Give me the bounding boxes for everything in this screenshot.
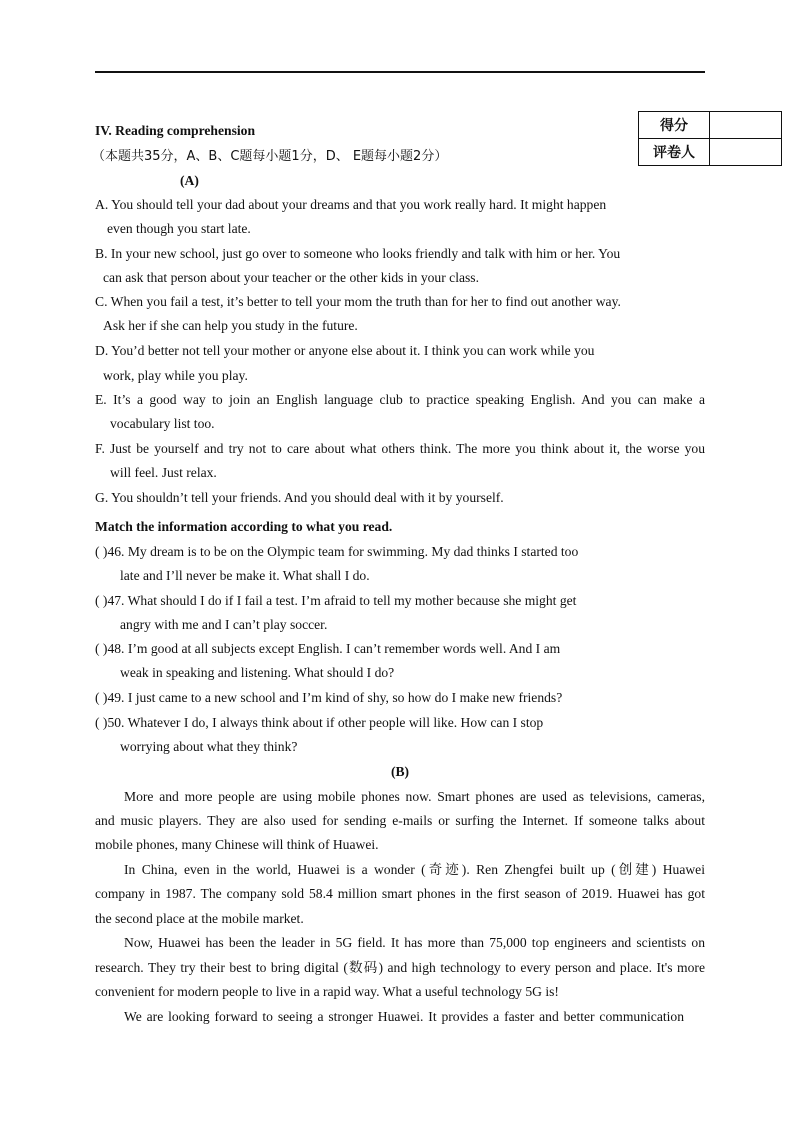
question-48-line1: ( )48. I’m good at all subjects except English. I can’t remember words well. And I am xyxy=(95,641,561,656)
passage-line: More and more people are using mobile phones now. Smart phones are used as televisions, cameras, xyxy=(124,789,705,804)
option-a-line1: A. You should tell your dad about your dreams and that you work really hard. It might happen xyxy=(95,197,607,212)
question-47-line1: ( )47. What should I do if I fail a test. I’m afraid to tell my mother because she might get xyxy=(95,593,577,608)
passage-line: and music players. They are also used for sending e-mails or surfing the Internet. If someone talks about xyxy=(95,813,705,828)
question-48-line2: weak in speaking and listening. What should I do? xyxy=(120,665,395,680)
option-g-line1: G. You shouldn’t tell your friends. And you should deal with it by yourself. xyxy=(95,490,504,505)
passage-line: convenient for modern people to live in a rapid way. What a useful technology 5G is! xyxy=(95,984,559,999)
option-a-line2: even though you start late. xyxy=(107,221,251,236)
score-blank xyxy=(710,112,782,139)
question-46-line1: ( )46. My dream is to be on the Olympic team for swimming. My dad thinks I started too xyxy=(95,544,579,559)
passage-line: In China, even in the world, Huawei is a wonder (奇迹). Ren Zhengfei built up (创建) Huawei xyxy=(124,862,705,877)
score-label: 得分 xyxy=(639,112,710,139)
option-e-line2: vocabulary list too. xyxy=(110,416,215,431)
question-50-line1: ( )50. Whatever I do, I always think about if other people will like. How can I stop xyxy=(95,715,544,730)
match-title: Match the information according to what you read. xyxy=(95,519,393,534)
option-b-line1: B. In your new school, just go over to someone who looks friendly and talk with him or her. You xyxy=(95,246,621,261)
question-50-line2: worrying about what they think? xyxy=(120,739,298,754)
passage-line: mobile phones, many Chinese will think of Huawei. xyxy=(95,837,379,852)
score-box xyxy=(638,111,782,166)
section-instructions: （本题共35分，A、B、C题每小题1分，D、 E题每小题2分） xyxy=(92,149,448,164)
grader-blank xyxy=(710,139,782,166)
option-b-line2: can ask that person about your teacher or the other kids in your class. xyxy=(103,270,479,285)
part-a-heading: (A) xyxy=(180,173,199,188)
option-f-line2: will feel. Just relax. xyxy=(110,465,217,480)
option-c-line1: C. When you fail a test, it’s better to tell your mom the truth than for her to find out another way. xyxy=(95,294,621,309)
part-b-heading: (B) xyxy=(390,764,410,779)
grader-label: 评卷人 xyxy=(639,139,710,166)
section-title: IV. Reading comprehension xyxy=(95,123,256,138)
question-49-line1: ( )49. I just came to a new school and I’m kind of shy, so how do I make new friends? xyxy=(95,690,563,705)
passage-line: Now, Huawei has been the leader in 5G field. It has more than 75,000 top engineers and scientists on xyxy=(124,935,705,950)
header-rule xyxy=(95,71,705,73)
passage-line: the second place at the mobile market. xyxy=(95,911,304,926)
option-e-line1: E. It’s a good way to join an English language club to practice speaking English. And you can make a xyxy=(95,392,705,407)
option-c-line2: Ask her if she can help you study in the future. xyxy=(103,318,358,333)
option-d-line2: work, play while you play. xyxy=(103,368,248,383)
passage-line: company in 1987. The company sold 58.4 million smart phones in the first season of 2019. Huawei has got xyxy=(95,886,705,901)
question-47-line2: angry with me and I can’t play soccer. xyxy=(120,617,328,632)
question-46-line2: late and I’ll never be make it. What shall I do. xyxy=(120,568,370,583)
passage-line: research. They try their best to bring digital (数码) and high technology to every person and place. It's more xyxy=(95,960,705,975)
option-f-line1: F. Just be yourself and try not to care about what others think. The more you think about it, the worse you xyxy=(95,441,705,456)
option-d-line1: D. You’d better not tell your mother or anyone else about it. I think you can work while you xyxy=(95,343,595,358)
passage-line: We are looking forward to seeing a stronger Huawei. It provides a faster and better communication xyxy=(124,1009,684,1024)
